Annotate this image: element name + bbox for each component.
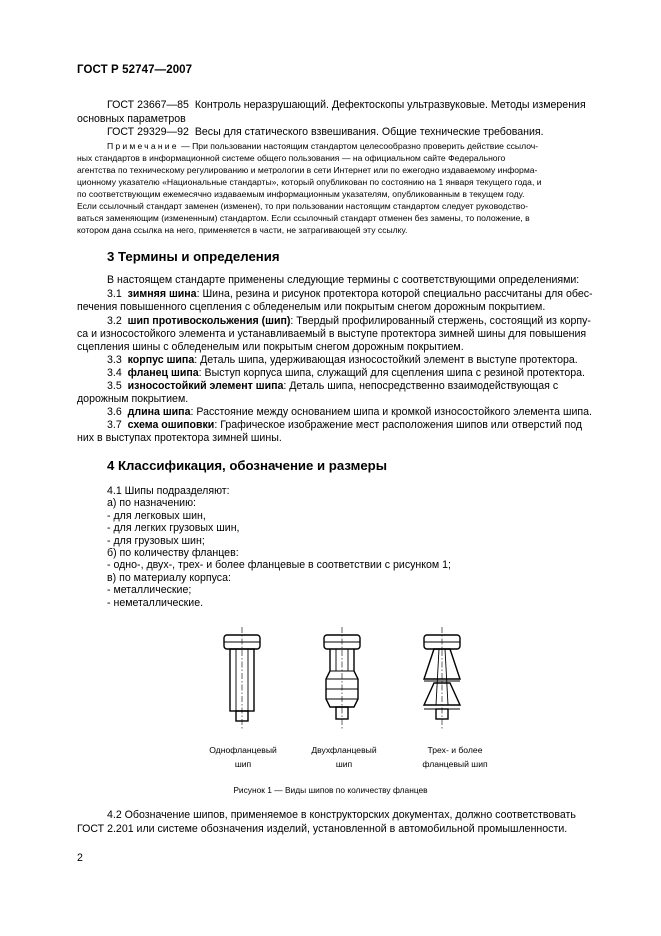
- term-definition: : Шина, резина и рисунок протектора которой специально рассчитаны для обес-: [196, 288, 593, 300]
- term-definition: : Выступ корпуса шипа, служащий для сцепления шипа с резиной протектора.: [198, 367, 585, 379]
- term-3-7-cont: них в выступах протектора зимней шины.: [77, 432, 282, 444]
- list-item: а) по назначению:: [107, 497, 196, 510]
- term-3-3: [107, 354, 578, 367]
- page-number: 2: [77, 852, 83, 864]
- term-definition: : Деталь шипа, удерживающая износостойкий элемент в выступе протектора.: [194, 354, 578, 366]
- list-item: б) по количеству фланцев:: [107, 547, 239, 560]
- figure-label-multi: [395, 743, 515, 771]
- list-item: - одно-, двух-, трех- и более фланцевые в соответствии с рисунком 1;: [107, 559, 451, 572]
- note-line-1: ных стандартов в информационной системе общего пользования — на официальном сайте Федерального: [77, 153, 506, 163]
- term-name: фланец шипа: [127, 367, 199, 379]
- term-number: 3.7: [107, 419, 122, 431]
- term-3-7: [107, 419, 615, 432]
- term-name: износостойкий элемент шипа: [127, 380, 284, 392]
- term-name: шип противоскольжения (шип): [127, 315, 291, 327]
- term-3-6: [107, 406, 615, 419]
- term-3-4: [107, 367, 585, 380]
- term-definition: : Деталь шипа, непосредственно взаимодействующая с: [283, 380, 559, 392]
- note-line-7: котором дана ссылка на него, применяется в части, не затрагивающей эту ссылку.: [77, 225, 408, 235]
- list-item: - для легких грузовых шин,: [107, 522, 240, 535]
- term-3-2: [107, 315, 615, 328]
- paragraph-4-2-cont: ГОСТ 2.201 или системе обозначения изделий, установленной в автомобильной промышленности.: [77, 823, 568, 835]
- paragraph-4-2: 4.2 Обозначение шипов, применяемое в конструкторских документах, должно соответствовать: [107, 809, 576, 821]
- term-number: 3.6: [107, 406, 122, 418]
- note-line-6: ваться заменяющим (измененным) стандартом. Если ссылочный стандарт отменен без замены, то положение, в: [77, 213, 530, 223]
- term-definition: : Графическое изображение мест расположения шипов или отверстий под: [214, 419, 583, 431]
- term-3-2-cont-a: са и износостойкого элемента и устанавливаемый в выступе протектора зимней шины для повышения: [77, 328, 587, 340]
- figure-label-line: Однофланцевый: [209, 745, 277, 755]
- term-number: 3.4: [107, 367, 122, 379]
- list-item: - для легковых шин,: [107, 509, 206, 522]
- reference-29329: [107, 125, 544, 139]
- term-3-5-cont: дорожным покрытием.: [77, 393, 189, 405]
- reference-text: Весы для статического взвешивания. Общие технические требования.: [194, 126, 544, 138]
- term-definition: : Твердый профилированный стержень, состоящий из корпу-: [290, 315, 591, 327]
- note-line-4: по соответствующим ежемесячно издаваемым информационным указателям, опубликованным в текущем году.: [77, 189, 525, 199]
- list-item: в) по материалу корпуса:: [107, 571, 231, 584]
- reference-code: ГОСТ 29329—92: [107, 126, 189, 138]
- figure-label-line: шип: [335, 759, 353, 769]
- reference-continuation: основных параметров: [77, 113, 186, 125]
- note-line-2: агентства по техническому регулированию и метрологии в сети Интернет или по ежегодно издаваемому информа-: [77, 165, 538, 175]
- multi-flange-stud-drawing: [424, 627, 460, 729]
- page-header: ГОСТ Р 52747—2007: [77, 64, 193, 76]
- term-name: корпус шипа: [127, 354, 195, 366]
- reference-23667: [107, 98, 627, 112]
- figure-label-line: шип: [234, 759, 252, 769]
- term-number: 3.5: [107, 380, 122, 392]
- figure-stud-drawings: [180, 625, 500, 735]
- section-4-title: 4 Классификация, обозначение и размеры: [107, 458, 387, 473]
- list-item: - для грузовых шин;: [107, 534, 205, 547]
- double-flange-stud-drawing: [324, 627, 360, 729]
- reference-text: Контроль неразрушающий. Дефектоскопы ультразвуковые. Методы измерения: [194, 99, 586, 111]
- term-3-1-cont: печения повышенного сцепления с обледенелым или покрытым снегом дорожным покрытием.: [77, 301, 546, 313]
- term-3-1: [107, 288, 615, 301]
- list-item: - неметаллические.: [107, 596, 204, 609]
- term-3-5: [107, 380, 615, 393]
- single-flange-stud-drawing: [224, 627, 260, 729]
- list-item: 4.1 Шипы подразделяют:: [107, 485, 230, 497]
- section-3-title: 3 Термины и определения: [107, 249, 280, 264]
- section-3-intro: В настоящем стандарте применены следующие термины с соответствующими определениями:: [107, 274, 580, 286]
- note-label: Примечание: [107, 141, 179, 151]
- figure-label-line: фланцевый шип: [422, 759, 488, 769]
- figure-label-double: [284, 743, 404, 771]
- term-name: зимняя шина: [127, 288, 197, 300]
- note-line-5: Если ссылочный стандарт заменен (изменен), то при пользовании настоящим стандартом следует руководство-: [77, 201, 528, 211]
- figure-label-line: Двухфланцевый: [311, 745, 377, 755]
- term-name: длина шипа: [127, 406, 191, 418]
- list-item: - металлические;: [107, 584, 192, 597]
- note-text: — При пользовании настоящим стандартом целесообразно проверить действие ссылоч-: [181, 141, 539, 151]
- term-3-2-cont-b: сцепления шины с обледенелым или покрытым снегом дорожным покрытием.: [77, 341, 464, 353]
- classification-list: [107, 485, 451, 609]
- reference-code: ГОСТ 23667—85: [107, 99, 189, 111]
- term-number: 3.2: [107, 315, 122, 327]
- term-name: схема ошиповки: [127, 419, 215, 431]
- figure-caption: Рисунок 1 — Виды шипов по количеству фланцев: [233, 785, 428, 795]
- term-number: 3.1: [107, 288, 122, 300]
- term-number: 3.3: [107, 354, 122, 366]
- note-line-3: ционному указателю «Национальные стандарты», который опубликован по состоянию на 1 января текущего года, и: [77, 177, 542, 187]
- note-line-0: [107, 140, 615, 152]
- figure-label-line: Трех- и более: [427, 745, 483, 755]
- term-definition: : Расстояние между основанием шипа и кромкой износостойкого элемента шипа.: [190, 406, 592, 418]
